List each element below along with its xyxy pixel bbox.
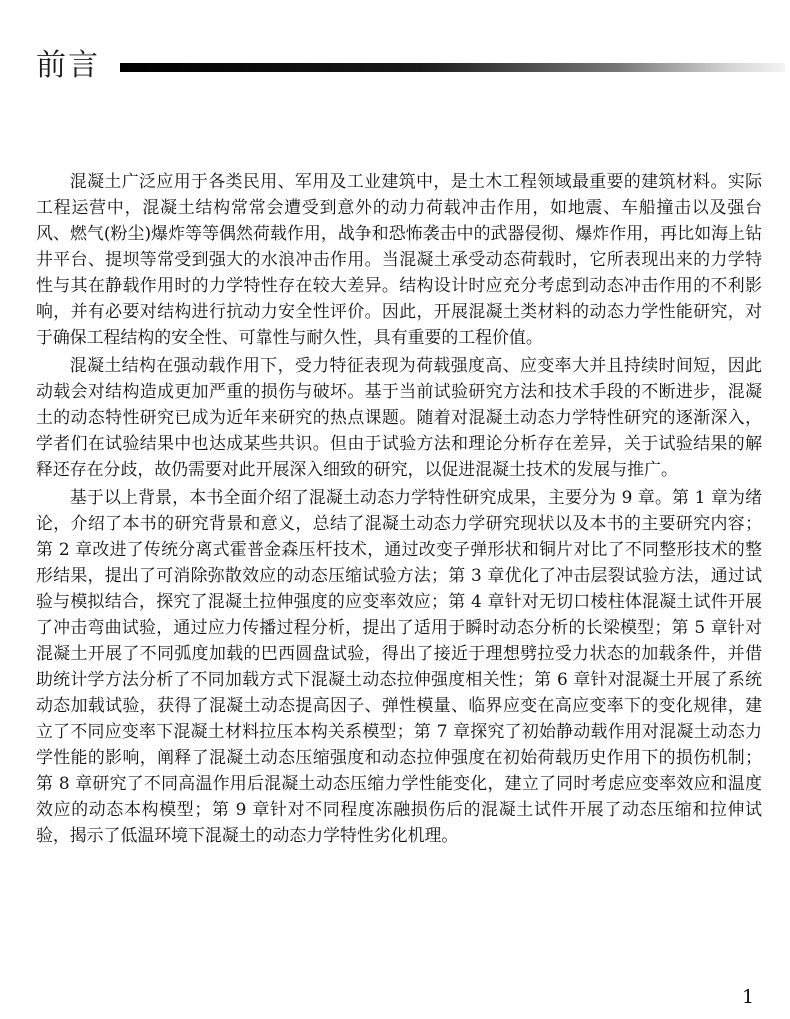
body-text (36, 168, 762, 850)
paragraph-2: 混凝土结构在强动载作用下，受力特征表现为荷载强度高、应变率大并且持续时间短，因此动载会对结构造成更加严重的损伤与破坏。基于当前试验研究方法和技术手段的不断进步，混凝土的动态特性研究已成为近年来研究的热点课题。随着对混凝土动态力学特性研究的逐渐深入，学者们在试验结果中也达成某些共识。但由于试验方法和理论分析存在差异，关于试验结果的解释还存在分歧，故仍需要对此开展深入细致的研究，以促进混凝土技术的发展与推广。 (36, 355, 762, 479)
page-title: 前言 (36, 48, 100, 83)
paragraph-3: 基于以上背景，本书全面介绍了混凝土动态力学特性研究成果，主要分为 9 章。第 1 章为绪论，介绍了本书的研究背景和意义，总结了混凝土动态力学研究现状以及本书的主要研究内容；第 2 章改进了传统分离式霍普金森压杆技术，通过改变子弹形状和铜片对比了不同整形技术的整形结果，提出了可消除弥散效应的动态压缩试验方法；第 3 章优化了冲击层裂试验方法，通过试验与模拟结合，探究了混凝土拉伸强度的应变率效应；第 4 章针对无切口棱柱体混凝土试件开展了冲击弯曲试验，通过应力传播过程分析，提出了适用于瞬时动态分析的长梁模型；第 5 章针对混凝土开展了不同弧度加载的巴西圆盘试验，得出了接近于理想劈拉受力状态的加载条件，并借助统计学方法分析了不同加载方式下混凝土动态拉伸强度相关性；第 6 章针对混凝土开展了系统动态加载试验，获得了混凝土动态提高因子、弹性模量、临界应变在高应变率下的变化规律，建立了不同应变率下混凝土材料拉压本构关系模型；第 7 章探究了初始静动载作用对混凝土动态力学性能的影响，阐释了混凝土动态压缩强度和动态拉伸强度在初始荷载历史作用下的损伤机制；第 8 章研究了不同高温作用后混凝土动态压缩力学性能变化，建立了同时考虑应变率效应和温度效应的动态本构模型；第 9 章针对不同程度冻融损伤后的混凝土试件开展了动态压缩和拉伸试验，揭示了低温环境下混凝土的动态力学特性劣化机理。 (36, 487, 762, 845)
header-rule (120, 63, 785, 72)
page-number: 1 (742, 986, 755, 1008)
paragraph-1: 混凝土广泛应用于各类民用、军用及工业建筑中，是土木工程领域最重要的建筑材料。实际工程运营中，混凝土结构常常会遭受到意外的动力荷载冲击作用，如地震、车船撞击以及强台风、燃气(粉尘)爆炸等等偶然荷载作用，战争和恐怖袭击中的武器侵彻、爆炸作用，再比如海上钻井平台、提坝等常受到强大的水浪冲击作用。当混凝土承受动态荷载时，它所表现出来的力学特性与其在静载作用时的力学特性存在较大差异。结构设计时应充分考虑到动态冲击作用的不利影响，并有必要对结构进行抗动力安全性评价。因此，开展混凝土类材料的动态力学性能研究，对于确保工程结构的安全性、可靠性与耐久性，具有重要的工程价值。 (36, 171, 762, 347)
page-header (36, 44, 780, 92)
